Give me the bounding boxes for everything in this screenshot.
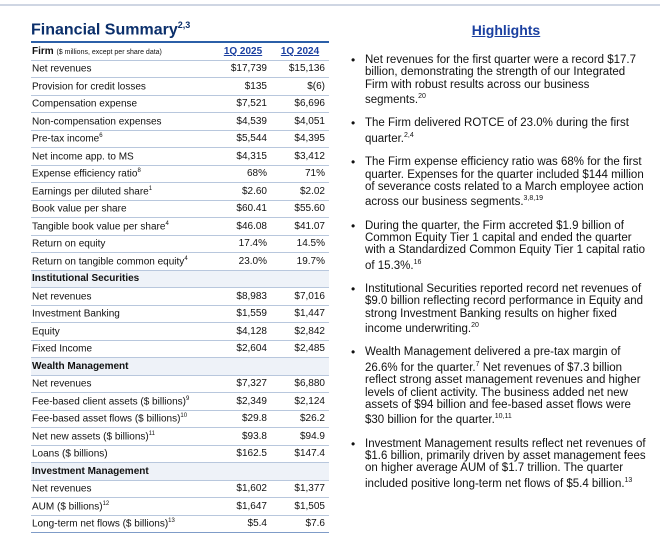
row-footnote: 10: [180, 413, 188, 420]
value-1q-2024: $6,880: [271, 375, 329, 393]
value-1q-2025: $8,983: [215, 288, 271, 306]
highlights-list: [351, 54, 651, 490]
highlight-text: Wealth Management delivered a pre-tax margin of 26.6% for the quarter.: [365, 346, 621, 374]
highlight-text: Net revenues for the first quarter were a record $17.7 billion, demonstrating the strength of our Integrated Firm with robust results across our business segments.: [365, 54, 637, 107]
value-1q-2024: $7,016: [271, 288, 329, 306]
bullet-icon: •: [351, 53, 356, 67]
header-sublabel: ($ millions, except per share data): [56, 48, 162, 56]
table-row: [31, 95, 329, 113]
value-1q-2024: $2,842: [271, 323, 329, 341]
row-label: Net revenues: [31, 288, 215, 306]
highlight-item: [351, 117, 651, 145]
table-row: [31, 428, 329, 446]
financial-summary-panel: [31, 20, 329, 533]
value-1q-2024: $1,377: [271, 480, 329, 498]
value-1q-2025: $7,521: [215, 95, 271, 113]
table-row: [31, 148, 329, 166]
value-1q-2024: $3,412: [271, 148, 329, 166]
highlight-text: Institutional Securities reported record net revenues of $9.0 billion reflecting record performance in Equity and strong Investment Banking results on higher fixed income underwriting.: [365, 283, 644, 336]
top-rule: [0, 4, 660, 6]
header-label: Firm ($ millions, except per share data): [31, 43, 215, 60]
value-1q-2025: $162.5: [215, 445, 271, 463]
row-label: Net revenues: [31, 375, 215, 393]
value-1q-2024: $26.2: [271, 410, 329, 428]
row-footnote: 12: [102, 500, 110, 507]
title-footnote: 2,3: [177, 20, 191, 30]
value-1q-2024: $1,505: [271, 498, 329, 516]
value-1q-2024: $2,485: [271, 340, 329, 358]
value-1q-2024: $4,395: [271, 130, 329, 148]
highlight-item: [351, 346, 651, 426]
row-label: Provision for credit losses: [31, 78, 215, 96]
table-row: [31, 113, 329, 131]
highlight-item: [351, 283, 651, 335]
row-label: Return on equity: [31, 235, 215, 253]
value-1q-2024: $41.07: [271, 218, 329, 236]
value-1q-2025: $5,544: [215, 130, 271, 148]
value-1q-2024: $94.9: [271, 428, 329, 446]
table-row: [31, 60, 329, 78]
row-footnote: 4: [184, 255, 188, 262]
value-1q-2025: $29.8: [215, 410, 271, 428]
highlight-footnote: 16: [413, 258, 422, 266]
table-row: [31, 165, 329, 183]
row-label: Fee-based client assets ($ billions)$^9$: [31, 393, 215, 411]
row-footnote: 13: [168, 518, 175, 525]
value-1q-2025: $7,327: [215, 375, 271, 393]
row-footnote: 9: [185, 395, 190, 402]
table-row: [31, 218, 329, 236]
table-row: [31, 253, 329, 271]
value-1q-2024: $147.4: [271, 445, 329, 463]
value-1q-2024: 71%: [271, 165, 329, 183]
bullet-icon: •: [351, 282, 356, 296]
section-label: Wealth Management: [31, 358, 329, 376]
table-row: [31, 305, 329, 323]
table-row: [31, 78, 329, 96]
highlight-footnote: 7: [475, 360, 480, 368]
value-1q-2024: $55.60: [271, 200, 329, 218]
row-label: Net income app. to MS: [31, 148, 215, 166]
value-1q-2025: $2.60: [215, 183, 271, 201]
row-label: Long-term net flows ($ billions)$^{13}$: [31, 515, 215, 533]
value-1q-2025: $1,559: [215, 305, 271, 323]
row-label: Fee-based asset flows ($ billions)$^{10}$: [31, 410, 215, 428]
value-1q-2025: $2,349: [215, 393, 271, 411]
row-label: Tangible book value per share$^4$: [31, 218, 215, 236]
highlight-footnote: 20: [418, 93, 426, 101]
value-1q-2024: $2,124: [271, 393, 329, 411]
row-label: Investment Banking: [31, 305, 215, 323]
table-row: [31, 410, 329, 428]
value-1q-2024: $2.02: [271, 183, 329, 201]
row-label: Fixed Income: [31, 340, 215, 358]
table-header-row: [31, 43, 329, 60]
value-1q-2025: $2,604: [215, 340, 271, 358]
table-row: [31, 130, 329, 148]
row-footnote: 6: [99, 133, 103, 140]
table-row: [31, 183, 329, 201]
row-label: Compensation expense: [31, 95, 215, 113]
bullet-icon: •: [351, 155, 356, 170]
row-label: AUM ($ billions)$^{12}$: [31, 498, 215, 516]
financial-summary-title: Financial Summary$^{2,3}$: [31, 20, 329, 43]
row-footnote: 4: [165, 220, 169, 227]
value-1q-2025: $17,739: [215, 60, 271, 78]
highlight-item: [351, 54, 651, 106]
value-1q-2024: $7.6: [271, 515, 329, 533]
section-label: Investment Management: [31, 463, 329, 481]
section-label: Institutional Securities: [31, 270, 329, 288]
highlight-footnote: 10,11: [494, 413, 512, 421]
highlight-footnote: 13: [624, 476, 633, 484]
row-label: Pre-tax income$^6$: [31, 130, 215, 148]
value-1q-2025: $46.08: [215, 218, 271, 236]
highlight-footnote: 3,8,19: [523, 195, 543, 203]
column-header-1q-2024: 1Q 2024: [271, 43, 329, 60]
value-1q-2024: 14.5%: [271, 235, 329, 253]
financial-summary-table: [31, 43, 329, 533]
bullet-icon: •: [351, 116, 356, 131]
value-1q-2024: $4,051: [271, 113, 329, 131]
row-label: Loans ($ billions): [31, 445, 215, 463]
row-footnote: 11: [148, 430, 155, 437]
value-1q-2025: $4,539: [215, 113, 271, 131]
highlight-text: During the quarter, the Firm accreted $1.9 billion of Common Equity Tier 1 capital and ended the quarter with a Standardized Common Equity Tier 1 capital ratio of 15.3%.: [365, 219, 645, 272]
table-row: [31, 235, 329, 253]
highlight-text: Investment Management results reflect net revenues of $1.6 billion, primarily driven by asset management fees on higher average AUM of $1.7 trillion. The quarter included positive long-term net flows of $5.4 billion.: [365, 437, 646, 490]
table-row: [31, 445, 329, 463]
table-row: [31, 340, 329, 358]
value-1q-2025: $60.41: [215, 200, 271, 218]
section-investment-management: [31, 463, 329, 481]
highlight-footnote: 2,4: [404, 131, 414, 139]
value-1q-2024: $15,136: [271, 60, 329, 78]
table-row: [31, 288, 329, 306]
row-label: Net revenues: [31, 480, 215, 498]
value-1q-2025: $135: [215, 78, 271, 96]
table-row: [31, 323, 329, 341]
value-1q-2025: $1,602: [215, 480, 271, 498]
row-label: Equity: [31, 323, 215, 341]
value-1q-2024: $1,447: [271, 305, 329, 323]
highlight-item: [351, 220, 651, 272]
highlight-text: The Firm expense efficiency ratio was 68% for the first quarter. Expenses for the quarter included $144 million of severance costs related to a March employee action across our business segments.: [365, 156, 644, 209]
value-1q-2024: $(6): [271, 78, 329, 96]
value-1q-2025: $5.4: [215, 515, 271, 533]
highlight-footnote: 20: [471, 322, 479, 330]
table-row: [31, 375, 329, 393]
highlights-title: Highlights: [471, 22, 541, 38]
value-1q-2025: 17.4%: [215, 235, 271, 253]
value-1q-2024: $6,696: [271, 95, 329, 113]
value-1q-2025: $93.8: [215, 428, 271, 446]
row-label: Return on tangible common equity$^4$: [31, 253, 215, 271]
bullet-icon: •: [351, 436, 356, 451]
value-1q-2025: $1,647: [215, 498, 271, 516]
table-row: [31, 393, 329, 411]
value-1q-2025: 23.0%: [215, 253, 271, 271]
row-footnote: 8: [137, 168, 141, 175]
row-label: Expense efficiency ratio$^8$: [31, 165, 215, 183]
value-1q-2025: $4,315: [215, 148, 271, 166]
row-label: Net new assets ($ billions)$^{11}$: [31, 428, 215, 446]
row-label: Non-compensation expenses: [31, 113, 215, 131]
bullet-icon: •: [351, 345, 356, 360]
table-row: [31, 515, 329, 533]
bullet-icon: •: [351, 218, 356, 233]
section-wealth-management: [31, 358, 329, 376]
highlights-panel: [351, 22, 651, 501]
value-1q-2024: 19.7%: [271, 253, 329, 271]
table-row: [31, 200, 329, 218]
highlight-item: [351, 438, 651, 490]
highlight-text: Net revenues of $7.3 billion reflect strong asset management revenues and higher levels of client activity. The business added net new assets of $94 billion and fee-based asset flows were $30 billion for the quarter.: [365, 361, 641, 427]
value-1q-2025: 68%: [215, 165, 271, 183]
value-1q-2025: $4,128: [215, 323, 271, 341]
highlight-item: [351, 156, 651, 208]
row-footnote: 1: [148, 185, 153, 192]
table-row: [31, 498, 329, 516]
row-label: Book value per share: [31, 200, 215, 218]
row-label: Net revenues: [31, 60, 215, 78]
highlight-text: The Firm delivered ROTCE of 23.0% during the first quarter.: [365, 117, 629, 145]
section-institutional-securities: [31, 270, 329, 288]
column-header-1q-2025: 1Q 2025: [215, 43, 271, 60]
row-label: Earnings per diluted share$^1$: [31, 183, 215, 201]
table-row: [31, 480, 329, 498]
